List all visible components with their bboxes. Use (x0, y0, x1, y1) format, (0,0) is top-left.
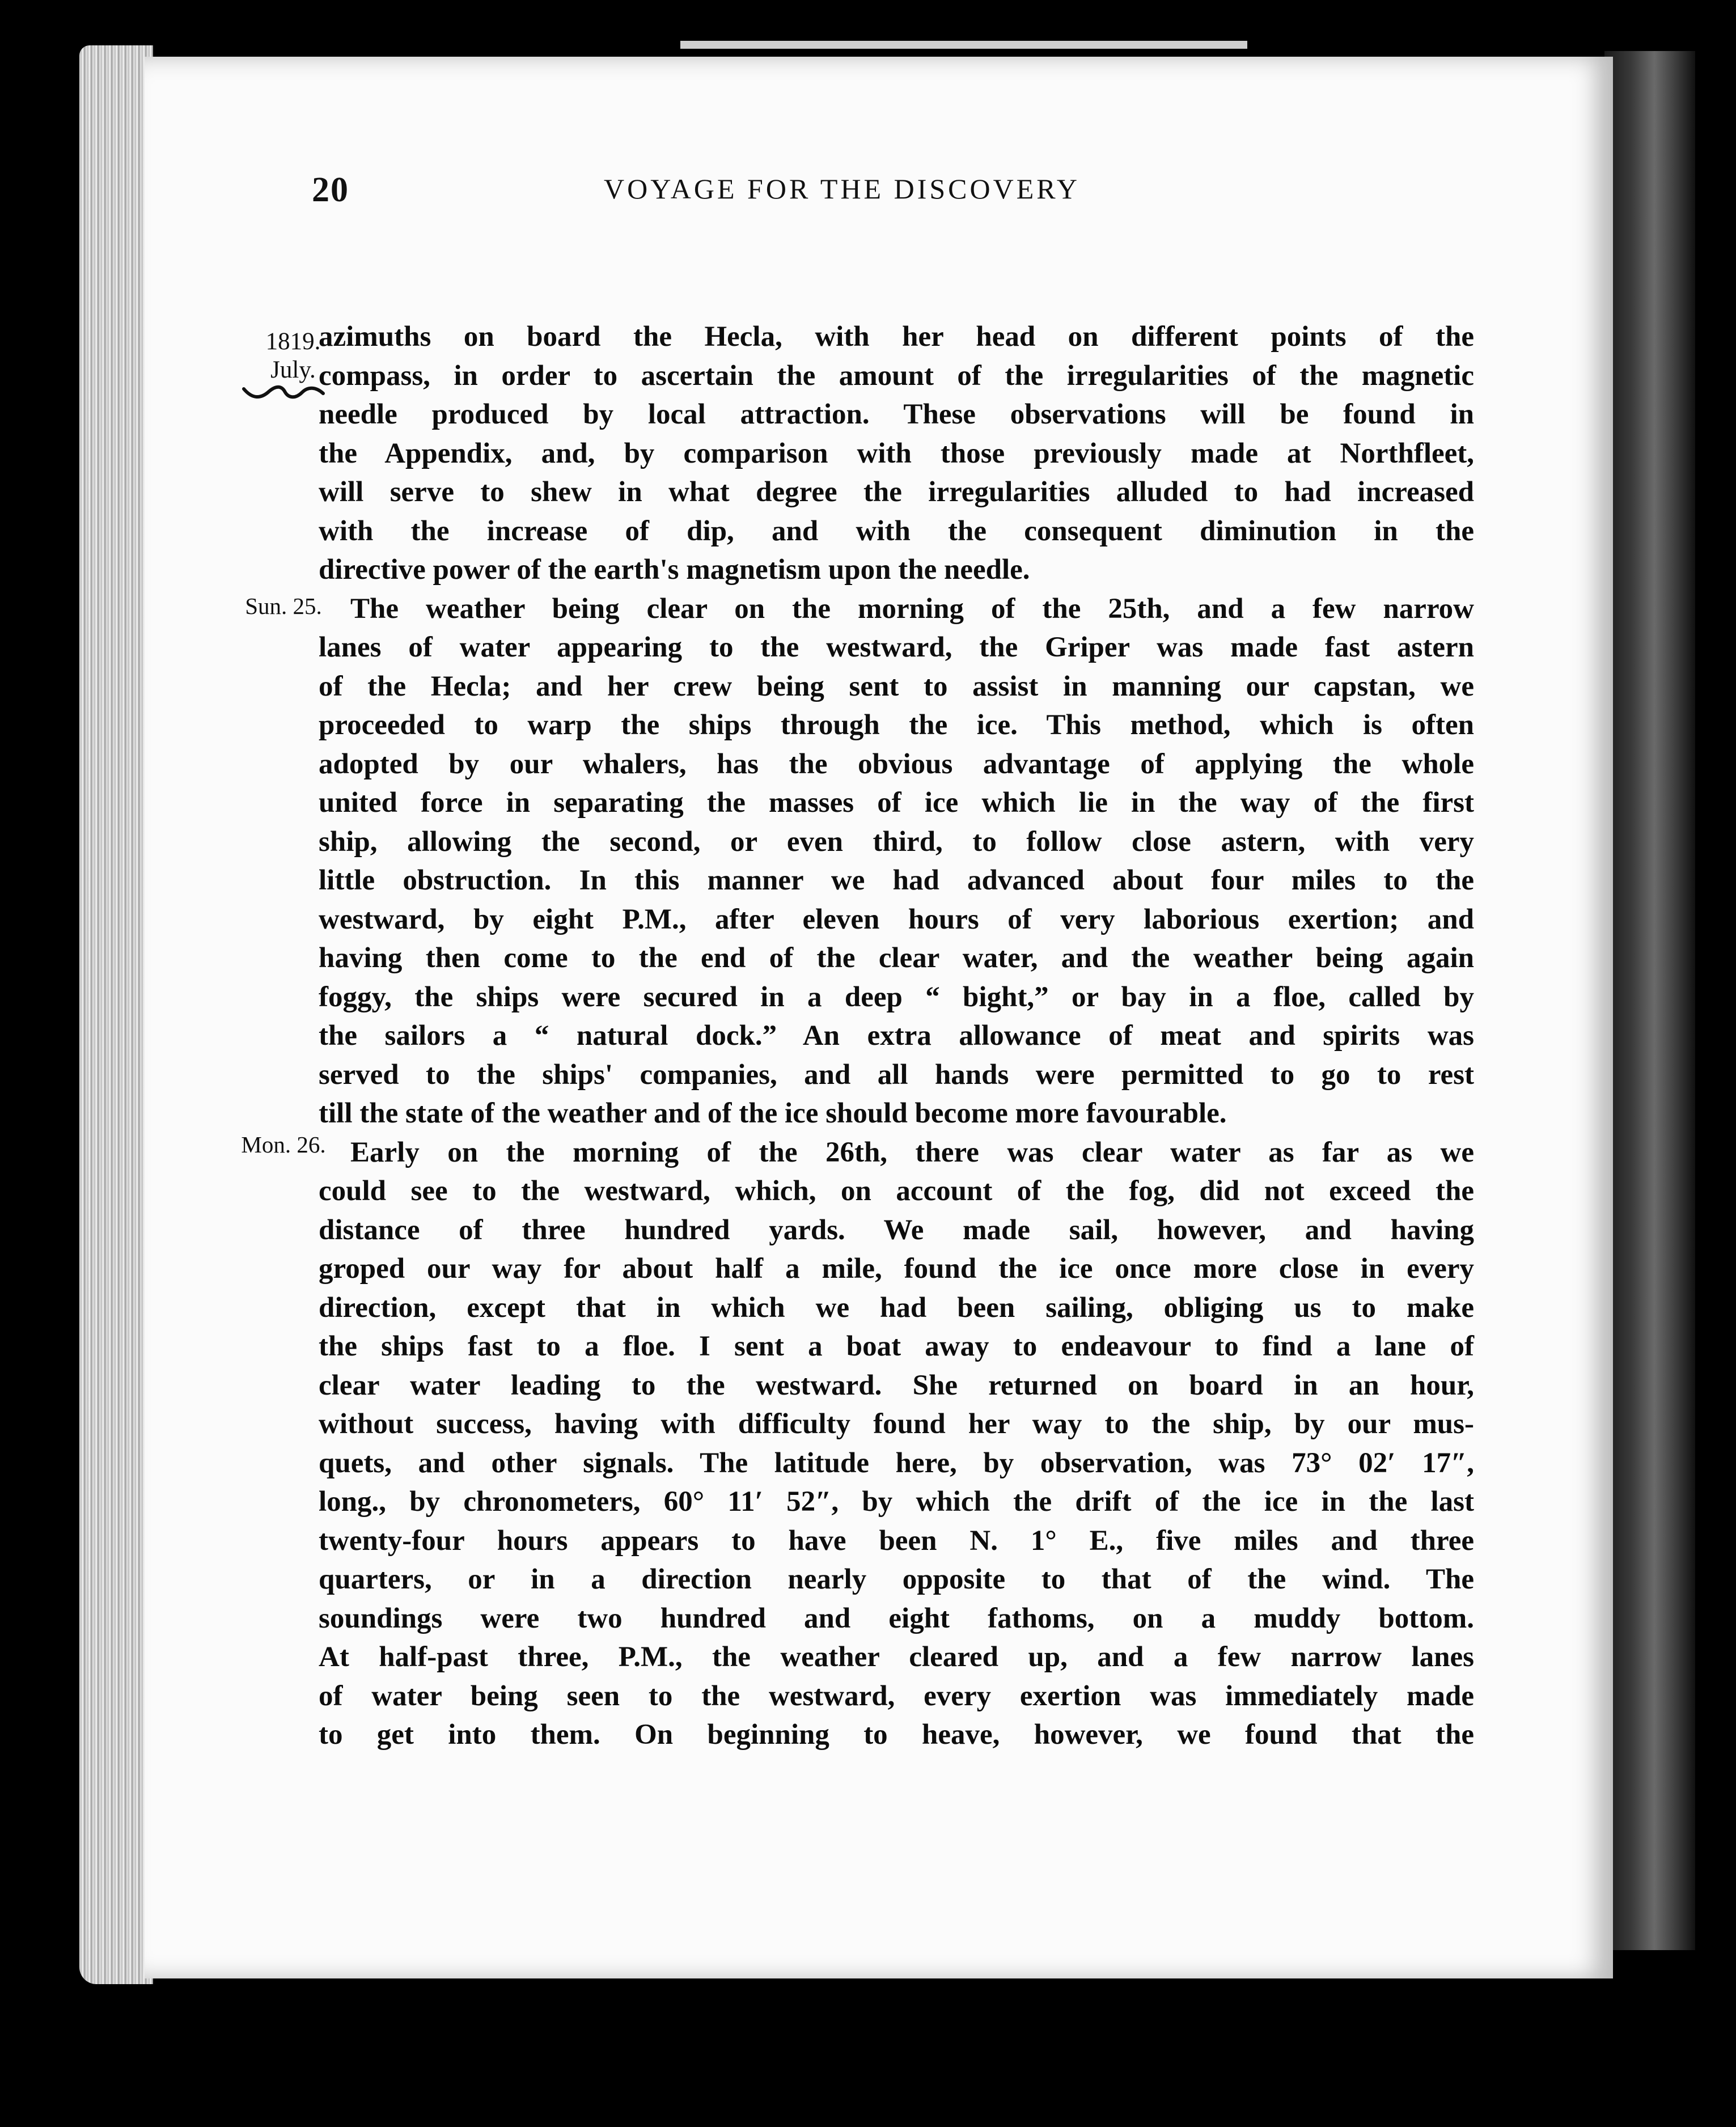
text-line: long., by chronometers, 60° 11′ 52″, by which the drift of the ice in the last (319, 1486, 1474, 1518)
text-line: azimuths on board the Hecla, with her head on different points of the (319, 321, 1474, 353)
margin-note-year: 1819. (265, 328, 321, 355)
text-line: the ships fast to a floe. I sent a boat away to endeavour to find a lane of (319, 1331, 1474, 1362)
text-line: proceeded to warp the ships through the ice. This method, which is often (319, 709, 1474, 741)
text-line: adopted by our whalers, has the obvious advantage of applying the whole (319, 748, 1474, 780)
text-line: groped our way for about half a mile, found the ice once more close in every (319, 1253, 1474, 1285)
text-line: could see to the westward, which, on account of the fog, did not exceed the (319, 1175, 1474, 1207)
body-text (319, 317, 1474, 1755)
text-line: without success, having with difficulty found her way to the ship, by our mus- (319, 1408, 1474, 1440)
text-line: having then come to the end of the clear water, and the weather being again (319, 942, 1474, 974)
text-line: direction, except that in which we had been sailing, obliging us to make (319, 1291, 1474, 1324)
text-line: of the Hecla; and her crew being sent to assist in manning our capstan, we (319, 670, 1474, 702)
text-line: to get into them. On beginning to heave, however, we found that the (319, 1719, 1474, 1751)
text-line: Early on the morning of the 26th, there was clear water as far as we (350, 1136, 1474, 1168)
text-line: At half-past three, P.M., the weather cleared up, and a few narrow lanes (319, 1641, 1474, 1673)
text-line: soundings were two hundred and eight fathoms, on a muddy bottom. (319, 1602, 1474, 1634)
margin-note-sun-25: Sun. 25. (245, 593, 322, 619)
running-title: VOYAGE FOR THE DISCOVERY (604, 173, 1080, 205)
text-line: will serve to shew in what degree the irregularities alluded to had increased (319, 476, 1474, 508)
page-number: 20 (312, 171, 349, 209)
margin-note-mon-26: Mon. 26. (241, 1132, 326, 1158)
running-head (312, 170, 1219, 227)
text-line: with the increase of dip, and with the consequent diminution in the (319, 515, 1474, 547)
text-line: the sailors a “ natural dock.” An extra allowance of meat and spirits was (319, 1020, 1474, 1052)
text-line: till the state of the weather and of the ice should become more favourable. (319, 1098, 1227, 1129)
swash-ornament-icon (241, 381, 326, 404)
page-edges-stack (79, 45, 153, 1984)
text-line: twenty-four hours appears to have been N. 1° E., five miles and three (319, 1524, 1474, 1557)
top-edge-strip (680, 41, 1247, 49)
text-line: clear water leading to the westward. She returned on board in an hour, (319, 1369, 1474, 1401)
text-line: needle produced by local attraction. These observations will be found in (319, 399, 1474, 430)
text-line: foggy, the ships were secured in a deep “ bight,” or bay in a floe, called by (319, 981, 1474, 1013)
text-line: distance of three hundred yards. We made sail, however, and having (319, 1214, 1474, 1246)
text-line: compass, in order to ascertain the amount of the irregularities of the magnetic (319, 359, 1474, 392)
text-line: ship, allowing the second, or even third, to follow close astern, with very (319, 825, 1474, 858)
margin-note-month: July. (270, 357, 316, 383)
text-line: united force in separating the masses of ice which lie in the way of the first (319, 787, 1474, 819)
text-line: westward, by eight P.M., after eleven hours of very laborious exertion; and (319, 903, 1474, 935)
text-line: of water being seen to the westward, every exertion was immediately made (319, 1680, 1474, 1712)
text-line: the Appendix, and, by comparison with those previously made at Northfleet, (319, 437, 1474, 469)
text-line: little obstruction. In this manner we had advanced about four miles to the (319, 865, 1474, 896)
text-line: quarters, or in a direction nearly opposite to that of the wind. The (319, 1564, 1474, 1595)
text-line: The weather being clear on the morning of the 25th, and a few narrow (350, 592, 1474, 625)
text-line: quets, and other signals. The latitude here, by observation, was 73° 02′ 17″, (319, 1447, 1474, 1479)
text-line: lanes of water appearing to the westward, the Griper was made fast astern (319, 632, 1474, 663)
text-line: served to the ships' companies, and all hands were permitted to go to rest (319, 1058, 1474, 1091)
right-gutter-shadow (1604, 51, 1695, 1950)
text-line: directive power of the earth's magnetism upon the needle. (319, 554, 1030, 586)
